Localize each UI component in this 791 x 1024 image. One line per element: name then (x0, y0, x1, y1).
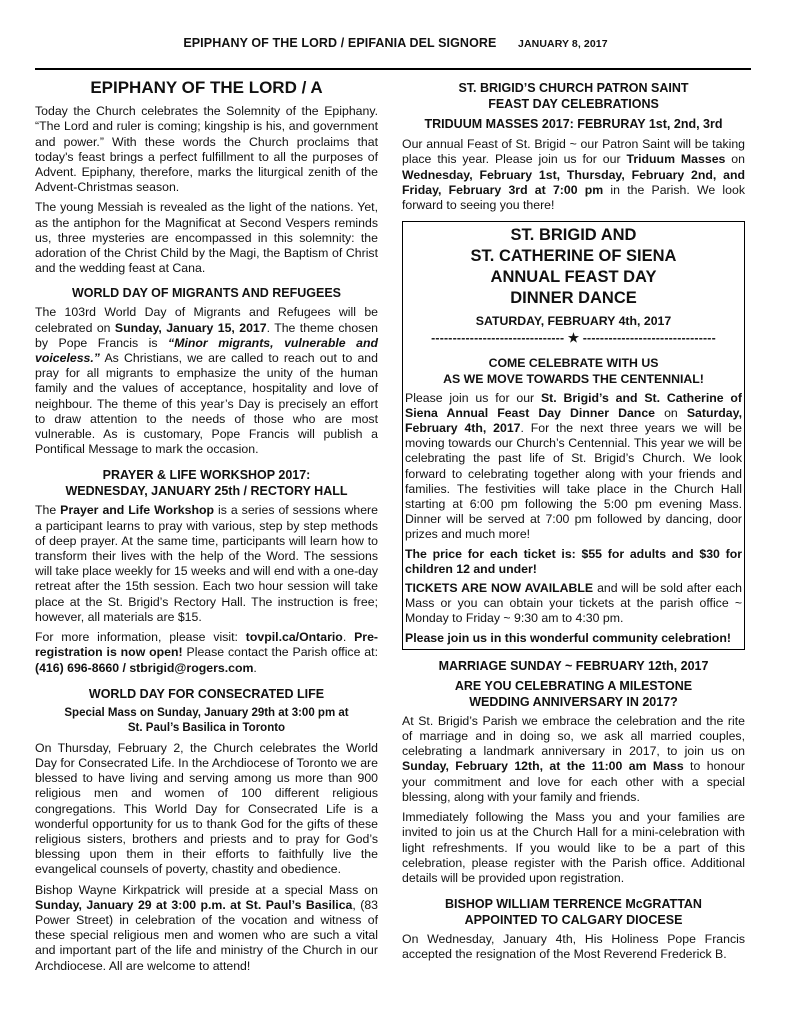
marriage-paragraph-1 (402, 714, 745, 805)
dinner-title-line-3: ANNUAL FEAST DAY (490, 268, 657, 287)
consecrated-mass-details: Sunday, January 29 at 3:00 p.m. at St. Paul’s Basilica (35, 897, 353, 912)
workshop-paragraph-1 (35, 503, 378, 625)
epiphany-paragraph-2: The young Messiah is revealed as the light of the nations. Yet, as the antiphon for the Magnificat at Second Vespers reminds us, three mysteries are encompassed in this solemnity: the adoration of the Christ Child by the Magi, the Baptism of Christ and the wedding feast at Cana. (35, 200, 378, 276)
marriage-section (402, 658, 745, 886)
dinner-event-name: St. Brigid’s and St. Catherine of Siena Annual Feast Day Dinner Dance (405, 390, 743, 420)
right-column (402, 76, 745, 968)
brigid-text-c: on (725, 152, 745, 167)
brigid-feast-section (402, 80, 745, 213)
migrants-text-e: As Christians, we are called to reach out to and pray for all migrants to emphasize the unity of the human family and the values of acceptance, hospitality and love of neighbour. The theme of this year’s Day is precisely an effort to draw attention to the needs of those who are most vulnerable. As is customary, Pope Francis will publish a Pontifical Message to mark the occasion. (35, 351, 378, 457)
brigid-feast-title (402, 80, 745, 112)
workshop-contact-text: Please contact the Parish office at: (182, 645, 378, 660)
marriage-text-c: to honour your commitment and love for each other with a special blessing, along with your family and friends. (402, 759, 745, 804)
bishop-title (402, 896, 745, 928)
dinner-subheading (404, 355, 743, 387)
dinner-title-line-4: DINNER DANCE (510, 289, 637, 308)
marriage-mass-details: Sunday, February 12th, at the 11:00 am Mass (402, 759, 684, 774)
dinner-title-line-2: ST. CATHERINE OF SIENA (470, 247, 677, 266)
workshop-preregistration: Pre-registration is now open! (35, 630, 378, 660)
marriage-subtitle-line-2: WEDDING ANNIVERSARY IN 2017? (469, 694, 678, 709)
bulletin-title: EPIPHANY OF THE LORD / EPIFANIA DEL SIGNORE (183, 36, 497, 50)
workshop-info-text: For more information, please visit: (35, 630, 246, 645)
bishop-paragraph: On Wednesday, January 4th, His Holiness Pope Francis accepted the resignation of the Most Reverend Frederick B. (402, 932, 745, 962)
migrants-section (35, 285, 378, 457)
epiphany-paragraph-1: Today the Church celebrates the Solemnity of the Epiphany. “The Lord and ruler is coming; kingship is his, and government and power.” With these words the Church proclaims that today's feast brings a perfect fulfillment to all the purposes of Advent. Epiphany, therefore, marks the liturgical zenith of the Advent-Christmas season. (35, 104, 378, 195)
workshop-text-a: The (35, 503, 61, 518)
workshop-period: . (342, 630, 355, 645)
consecrated-text-a: Bishop Wayne Kirkpatrick will preside at a special Mass on (35, 882, 378, 897)
consecrated-paragraph-1: On Thursday, February 2, the Church celebrates the World Day for Consecrated Life. In the Archdiocese of Toronto we are blessed to have living and serving among us more than 900 religious men and women of 100 different religious congregations. This World Day for Consecrated Life is a wonderful opportunity for us to thank God for the gifts of these religious sisters, brothers and priests and to pray for God’s blessing upon them in their efforts to faithfully live the evangelical counsels of poverty, chastity and obedience. (35, 740, 378, 877)
workshop-title-line-2: WEDNESDAY, JANUARY 25th / RECTORY HALL (65, 484, 348, 499)
contact-period: . (253, 660, 257, 675)
marriage-paragraph-2: Immediately following the Mass you and your families are invited to join us at the Church Hall for a mini-celebration with light refreshments. If you would like to be a part of this celebration, please register with the Parish office. Additional details will be provided upon registration. (402, 810, 745, 885)
workshop-name: Prayer and Life Workshop (60, 503, 215, 518)
ticket-price: The price for each ticket is: $55 for adults and $30 for children 12 and under! (405, 546, 742, 576)
tickets-available: TICKETS ARE NOW AVAILABLE (405, 581, 594, 596)
parish-phone: (416) 696-8660 (35, 660, 120, 675)
triduum-dates: Wednesday, February 1st, Thursday, February 2nd, and Friday, February 3rd at 7:00 pm (402, 167, 745, 197)
bishop-title-line-1: BISHOP WILLIAM TERRENCE McGRATTAN (445, 897, 702, 912)
dinner-title-line-1: ST. BRIGID AND (510, 226, 637, 245)
dinner-invitation: Please join us in this wonderful community celebration! (405, 630, 731, 645)
bishop-title-line-2: APPOINTED TO CALGARY DIOCESE (464, 913, 683, 928)
dinner-text-e: . For the next three years we will be moving towards our Church’s Centennial. This year we will be celebrating the past life of St. Brigid’s Church. We look forward to celebrating together along with your friends and families. The festivities will take place in the Church Hall starting at 6:00 pm following the 5:00 pm evening Mass. Dinner will be served at 7:00 pm followed by dancing, door prizes and much more! (405, 421, 742, 542)
triduum-masses: Triduum Masses (626, 152, 726, 167)
bulletin-date: JANUARY 8, 2017 (518, 38, 608, 50)
workshop-paragraph-2 (35, 630, 378, 676)
marriage-subtitle-line-1: ARE YOU CELEBRATING A MILESTONE (454, 678, 693, 693)
consecrated-text-c: , (83 Power Street) in celebration of the vocation and witness of these special religious men and women who are such a vital and important part of the life and ministry of the Church in our Archdiocese. All are welcome to attend! (35, 897, 378, 973)
left-column (35, 76, 378, 979)
dinner-subheading-line-2: AS WE MOVE TOWARDS THE CENTENNIAL! (443, 371, 704, 386)
brigid-text-e: in the Parish. We look forward to seeing you there! (402, 182, 745, 213)
migrants-text-c: . The theme chosen by Pope Francis is (35, 320, 378, 350)
consecrated-paragraph-2 (35, 883, 378, 974)
consecrated-subtitle-line-1: Special Mass on Sunday, January 29th at 3:00 pm at (64, 706, 349, 719)
tickets-details: and will be sold after each Mass or you can obtain your tickets at the parish office ~ Monday to Friday ~ 9:30 am to 4:30 pm. (405, 581, 742, 626)
workshop-website-link[interactable]: tovpil.ca/Ontario (245, 630, 343, 645)
migrants-theme: “Minor migrants, vulnerable and voiceless.” (35, 335, 378, 366)
marriage-subtitle (402, 678, 745, 710)
migrants-title: WORLD DAY OF MIGRANTS AND REFUGEES (72, 286, 341, 301)
consecrated-subtitle (35, 706, 378, 736)
header-rule (35, 68, 751, 70)
consecrated-subtitle-line-2: St. Paul’s Basilica in Toronto (127, 721, 286, 734)
tickets-available-paragraph (404, 581, 743, 627)
dinner-text-a: Please join us for our (405, 390, 541, 405)
workshop-title (35, 467, 378, 499)
brigid-text-a: Our annual Feast of St. Brigid ~ our Patron Saint will be taking place this year. Please join us for our (402, 137, 745, 167)
bishop-section (402, 896, 745, 962)
dinner-paragraph-1 (404, 391, 743, 543)
marriage-title: MARRIAGE SUNDAY ~ FEBRUARY 12th, 2017 (438, 658, 709, 673)
parish-email-link[interactable]: stbrigid@rogers.com (129, 660, 254, 675)
epiphany-title: EPIPHANY OF THE LORD / A (90, 78, 323, 97)
brigid-feast-title-line-1: ST. BRIGID’S CHURCH PATRON SAINT (458, 81, 689, 95)
workshop-text-c: is a series of sessions where a participant learns to pray with various, step by step methods of deep prayer. At the same time, participants will learn how to transform their lives with the help of the Word. The sessions will take place weekly for 15 weeks and will end with a one-day retreat after the 15th session. Each two hour session will take place at the St. Brigid’s Rectory Hall. The instruction is free; however, all materials are $15. (35, 503, 378, 624)
consecrated-section (35, 686, 378, 974)
triduum-heading: TRIDUUM MASSES 2017: FEBRURAY 1st, 2nd, 3rd (424, 117, 723, 131)
workshop-section (35, 467, 378, 675)
migrants-date: Sunday, January 15, 2017 (114, 320, 267, 335)
migrants-text-a: The 103rd World Day of Migrants and Refugees will be celebrated on (35, 305, 378, 335)
migrants-paragraph (35, 305, 378, 457)
workshop-title-line-1: PRAYER & LIFE WORKSHOP 2017: (102, 468, 311, 483)
dinner-dance-box (402, 221, 745, 650)
epiphany-section (35, 80, 378, 276)
dinner-text-c: on (655, 405, 687, 420)
dinner-subheading-line-1: COME CELEBRATE WITH US (488, 355, 659, 370)
dinner-event-date: Saturday, February 4th, 2017 (405, 405, 742, 436)
brigid-feast-paragraph (402, 137, 745, 213)
bulletin-header (0, 36, 791, 50)
star-divider: ------------------------------- ★ ------------------------------- (431, 331, 716, 346)
contact-separator: / (119, 660, 130, 675)
consecrated-title: WORLD DAY FOR CONSECRATED LIFE (88, 686, 325, 701)
brigid-feast-title-line-2: FEAST DAY CELEBRATIONS (488, 97, 659, 111)
dinner-date: SATURDAY, FEBRUARY 4th, 2017 (475, 314, 672, 329)
marriage-text-a: At St. Brigid’s Parish we embrace the celebration and the rite of marriage and in doing so, we ask all married couples, celebrating a landmark anniversary in 2017, to join us on (402, 713, 745, 759)
